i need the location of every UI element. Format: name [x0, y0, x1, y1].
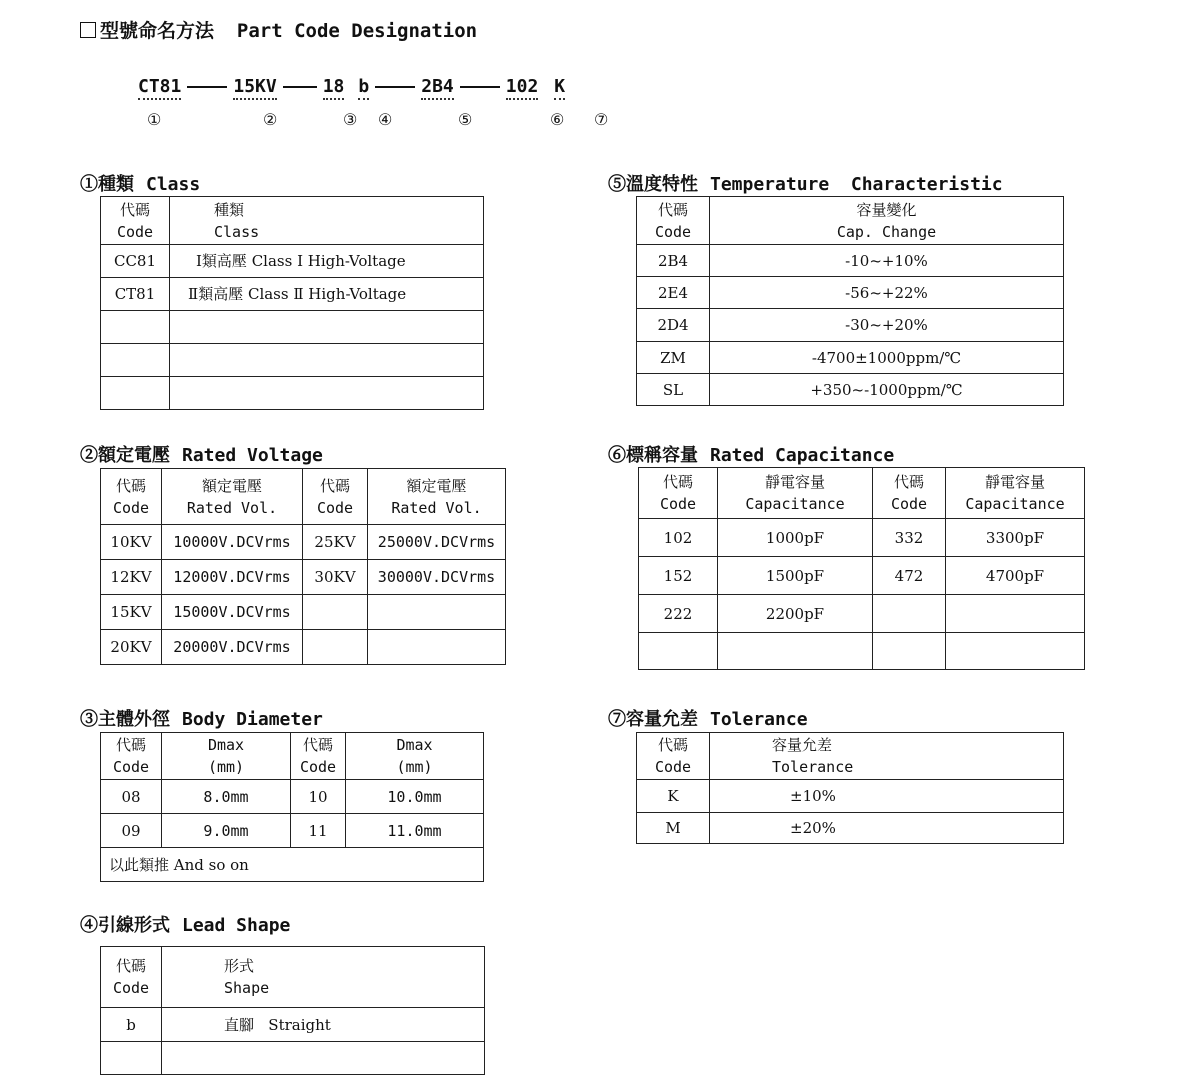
col-code: 代碼 Code — [291, 733, 346, 780]
capacitance-code — [873, 595, 946, 633]
table-header-row — [101, 197, 484, 245]
diameter-heading-en: Body Diameter — [182, 709, 323, 730]
page-title — [80, 16, 477, 43]
col-capacitance: 靜電容量 Capacitance — [946, 468, 1085, 519]
table-row — [101, 1008, 485, 1042]
code-part-tolerance: K — [554, 76, 565, 100]
table-row — [101, 595, 506, 630]
marker-2: ② — [263, 110, 278, 129]
capacitance-code: 332 — [873, 519, 946, 557]
col-code: 代碼 Code — [303, 469, 368, 525]
capacitance-value: 1000pF — [718, 519, 873, 557]
voltage-value: 25000V.DCVrms — [368, 525, 506, 560]
col-class: 種類 Class — [170, 197, 484, 245]
lead-heading-zh: ④引線形式 — [80, 915, 170, 936]
voltage-code: 25KV — [303, 525, 368, 560]
table-row-empty — [101, 377, 484, 410]
table-row — [637, 813, 1064, 844]
diameter-heading-zh: ③主體外徑 — [80, 709, 170, 730]
temp-table — [636, 196, 1064, 406]
voltage-value: 12000V.DCVrms — [162, 560, 303, 595]
col-tolerance: 容量允差 Tolerance — [710, 733, 1064, 780]
code-dash — [187, 86, 227, 88]
table-row — [101, 525, 506, 560]
col-dmax: Dmax (mm) — [162, 733, 291, 780]
tolerance-heading-en: Tolerance — [710, 709, 808, 730]
code-example — [138, 76, 565, 97]
table-row — [639, 519, 1085, 557]
table-row — [637, 309, 1064, 342]
capacitance-value: 3300pF — [946, 519, 1085, 557]
voltage-table — [100, 468, 506, 665]
temp-code: 2D4 — [637, 309, 710, 342]
table-row — [101, 630, 506, 665]
tolerance-value: ±10% — [710, 780, 1064, 813]
table-row — [637, 245, 1064, 277]
class-heading-zh: ①種類 — [80, 174, 134, 195]
capacitance-value: 2200pF — [718, 595, 873, 633]
class-heading — [80, 170, 200, 196]
voltage-value: 30000V.DCVrms — [368, 560, 506, 595]
code-dash — [375, 86, 415, 88]
temp-code: ZM — [637, 342, 710, 374]
temp-heading-zh: ⑤溫度特性 — [608, 174, 698, 195]
col-code: 代碼 Code — [101, 733, 162, 780]
lead-shape: 直腳 Straight — [162, 1008, 485, 1042]
voltage-code: 30KV — [303, 560, 368, 595]
tolerance-value: ±20% — [710, 813, 1064, 844]
capacitance-code: 102 — [639, 519, 718, 557]
col-rated-vol: 額定電壓 Rated Vol. — [162, 469, 303, 525]
table-row — [101, 560, 506, 595]
code-part-lead: b — [358, 76, 369, 100]
table-footer-row — [101, 848, 484, 882]
col-code: 代碼 Code — [101, 197, 170, 245]
table-header-row — [637, 197, 1064, 245]
diameter-value: 9.0mm — [162, 814, 291, 848]
voltage-value: 20000V.DCVrms — [162, 630, 303, 665]
voltage-value: 15000V.DCVrms — [162, 595, 303, 630]
class-desc: Ⅰ類高壓 Class Ⅰ High-Voltage — [170, 245, 484, 278]
col-cap-change: 容量變化 Cap. Change — [710, 197, 1064, 245]
marker-4: ④ — [378, 110, 393, 129]
table-header-row — [639, 468, 1085, 519]
code-part-class: CT81 — [138, 76, 181, 100]
table-row — [637, 277, 1064, 309]
code-dash — [460, 86, 500, 88]
diameter-value: 11.0mm — [346, 814, 484, 848]
page-title-zh: 型號命名方法 — [100, 20, 215, 42]
table-row — [101, 278, 484, 311]
temp-change: +350~-1000ppm/℃ — [710, 374, 1064, 406]
temp-heading — [608, 170, 1003, 196]
diameter-code: 11 — [291, 814, 346, 848]
col-code: 代碼 Code — [101, 469, 162, 525]
diameter-value: 10.0mm — [346, 780, 484, 814]
tolerance-code: M — [637, 813, 710, 844]
diameter-code: 08 — [101, 780, 162, 814]
col-code: 代碼 Code — [101, 947, 162, 1008]
table-row — [637, 342, 1064, 374]
table-row-empty — [101, 311, 484, 344]
code-part-capacitance: 102 — [506, 76, 539, 100]
class-code: CT81 — [101, 278, 170, 311]
table-row — [101, 814, 484, 848]
page-title-en: Part Code Designation — [236, 20, 478, 42]
temp-code: SL — [637, 374, 710, 406]
diameter-heading — [80, 705, 323, 731]
capacitance-value: 1500pF — [718, 557, 873, 595]
col-code: 代碼 Code — [873, 468, 946, 519]
table-row — [101, 780, 484, 814]
voltage-code: 15KV — [101, 595, 162, 630]
diameter-value: 8.0mm — [162, 780, 291, 814]
class-desc: Ⅱ類高壓 Class Ⅱ High-Voltage — [170, 278, 484, 311]
code-dash — [283, 86, 317, 88]
temp-change: -30~+20% — [710, 309, 1064, 342]
table-header-row — [101, 733, 484, 780]
diameter-footer: 以此類推 And so on — [101, 848, 484, 882]
marker-6: ⑥ — [550, 110, 565, 129]
capacitance-heading — [608, 441, 894, 467]
marker-3: ③ — [343, 110, 358, 129]
col-shape: 形式 Shape — [162, 947, 485, 1008]
marker-5: ⑤ — [458, 110, 473, 129]
tolerance-heading-zh: ⑦容量允差 — [608, 709, 698, 730]
temp-change: -10~+10% — [710, 245, 1064, 277]
lead-heading-en: Lead Shape — [182, 915, 291, 936]
code-part-voltage: 15KV — [233, 76, 276, 100]
tolerance-code: K — [637, 780, 710, 813]
voltage-code — [303, 595, 368, 630]
class-code: CC81 — [101, 245, 170, 278]
capacitance-code: 152 — [639, 557, 718, 595]
temp-change: -56~+22% — [710, 277, 1064, 309]
class-table — [100, 196, 484, 410]
diameter-code: 09 — [101, 814, 162, 848]
capacitance-value — [946, 595, 1085, 633]
voltage-code: 10KV — [101, 525, 162, 560]
temp-code: 2E4 — [637, 277, 710, 309]
marker-7: ⑦ — [594, 110, 609, 129]
capacitance-heading-en: Rated Capacitance — [710, 445, 895, 466]
code-part-diameter: 18 — [323, 76, 345, 100]
table-header-row — [637, 733, 1064, 780]
table-row — [637, 780, 1064, 813]
lead-heading — [80, 911, 290, 937]
col-capacitance: 靜電容量 Capacitance — [718, 468, 873, 519]
voltage-heading — [80, 441, 323, 467]
col-code: 代碼 Code — [637, 197, 710, 245]
voltage-code: 12KV — [101, 560, 162, 595]
voltage-value — [368, 630, 506, 665]
voltage-code: 20KV — [101, 630, 162, 665]
table-row-empty — [101, 344, 484, 377]
voltage-value — [368, 595, 506, 630]
capacitance-heading-zh: ⑥標稱容量 — [608, 445, 698, 466]
table-header-row — [101, 947, 485, 1008]
table-row-empty — [101, 1042, 485, 1075]
temp-change: -4700±1000ppm/℃ — [710, 342, 1064, 374]
diameter-code: 10 — [291, 780, 346, 814]
table-row — [101, 245, 484, 278]
capacitance-code: 472 — [873, 557, 946, 595]
diameter-table — [100, 732, 484, 882]
voltage-heading-zh: ②額定電壓 — [80, 445, 170, 466]
table-row — [637, 374, 1064, 406]
lead-table — [100, 946, 485, 1075]
capacitance-table — [638, 467, 1085, 670]
col-rated-vol: 額定電壓 Rated Vol. — [368, 469, 506, 525]
col-dmax: Dmax (mm) — [346, 733, 484, 780]
code-part-temp: 2B4 — [421, 76, 454, 100]
class-heading-en: Class — [146, 174, 201, 195]
voltage-code — [303, 630, 368, 665]
capacitance-value: 4700pF — [946, 557, 1085, 595]
voltage-value: 10000V.DCVrms — [162, 525, 303, 560]
voltage-heading-en: Rated Voltage — [182, 445, 323, 466]
temp-heading-en: Temperature Characteristic — [710, 174, 1003, 195]
tolerance-heading — [608, 705, 808, 731]
table-row-empty — [639, 633, 1085, 670]
table-row — [639, 595, 1085, 633]
tolerance-table — [636, 732, 1064, 844]
capacitance-code: 222 — [639, 595, 718, 633]
lead-code: b — [101, 1008, 162, 1042]
marker-1: ① — [147, 110, 162, 129]
temp-code: 2B4 — [637, 245, 710, 277]
col-code: 代碼 Code — [639, 468, 718, 519]
col-code: 代碼 Code — [637, 733, 710, 780]
table-header-row — [101, 469, 506, 525]
checkbox-square-icon — [80, 22, 96, 38]
table-row — [639, 557, 1085, 595]
